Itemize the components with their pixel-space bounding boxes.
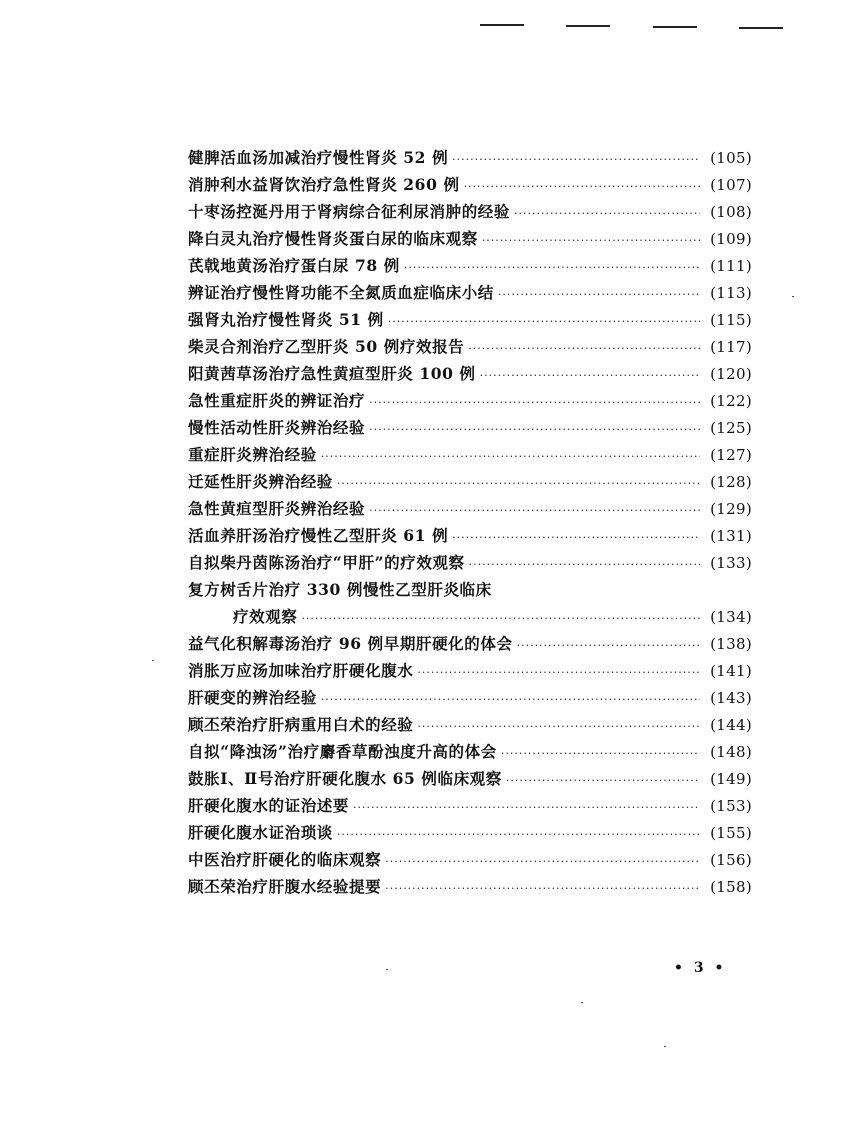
dot-leader bbox=[369, 416, 700, 443]
toc-entry-title: 顾丕荣治疗肝腹水经验提要 bbox=[188, 877, 382, 897]
header-rules bbox=[0, 24, 866, 28]
scan-speck bbox=[581, 1002, 583, 1003]
toc-entry[interactable] bbox=[188, 495, 752, 522]
toc-entry[interactable] bbox=[188, 441, 752, 468]
toc-entry[interactable] bbox=[188, 468, 752, 495]
toc-entry[interactable] bbox=[188, 873, 752, 900]
toc-entry-title: 十枣汤控涎丹用于肾病综合征利尿消肿的经验 bbox=[188, 202, 511, 222]
toc-entry-title: 自拟柴丹茵陈汤治疗“甲肝”的疗效观察 bbox=[188, 553, 465, 573]
dot-leader bbox=[452, 524, 700, 551]
toc-entry[interactable] bbox=[188, 738, 752, 765]
dot-leader bbox=[452, 146, 700, 173]
header-rule bbox=[480, 24, 524, 26]
dot-leader bbox=[385, 848, 700, 875]
toc-entry-first-line[interactable] bbox=[188, 576, 752, 603]
dot-leader bbox=[480, 362, 701, 389]
dot-leader bbox=[337, 821, 700, 848]
toc-entry-page: (148) bbox=[710, 743, 752, 762]
dot-leader bbox=[482, 227, 700, 254]
toc-entry[interactable] bbox=[188, 171, 752, 198]
toc-entry-page: (109) bbox=[710, 230, 752, 249]
toc-entry-page: (107) bbox=[710, 176, 752, 195]
header-rule bbox=[739, 27, 783, 29]
dot-leader bbox=[369, 497, 700, 524]
toc-entry-page: (141) bbox=[710, 662, 752, 681]
toc-entry-title: 益气化积解毒汤治疗 96 例早期肝硬化的体会 bbox=[188, 634, 513, 654]
toc-entry[interactable] bbox=[188, 630, 752, 657]
toc-entry-title: 鼓胀Ⅰ、Ⅱ号治疗肝硬化腹水 65 例临床观察 bbox=[188, 769, 502, 789]
toc-entry-page: (129) bbox=[710, 500, 752, 519]
toc-entry[interactable] bbox=[188, 657, 752, 684]
toc-entry-title: 顾丕荣治疗肝病重用白术的经验 bbox=[188, 715, 414, 735]
toc-entry-page: (127) bbox=[710, 446, 752, 465]
toc-entry-page: (134) bbox=[710, 608, 752, 627]
toc-entry-title: 肝硬变的辨治经验 bbox=[188, 688, 317, 708]
toc-entry-page: (155) bbox=[710, 824, 752, 843]
toc-entry-page: (156) bbox=[710, 851, 752, 870]
header-rule bbox=[653, 26, 697, 28]
toc-entry-page: (158) bbox=[710, 878, 752, 897]
toc-entry-page: (113) bbox=[710, 284, 752, 303]
toc-entry-continuation[interactable] bbox=[188, 603, 752, 630]
toc-entry[interactable] bbox=[188, 279, 752, 306]
dot-leader bbox=[506, 767, 700, 794]
toc-entry-title: 健脾活血汤加减治疗慢性肾炎 52 例 bbox=[188, 148, 449, 167]
toc-entry-title: 柴灵合剂治疗乙型肝炎 50 例疗效报告 bbox=[188, 337, 465, 357]
toc-entry[interactable] bbox=[188, 198, 752, 225]
dot-leader bbox=[321, 686, 700, 713]
toc-entry[interactable] bbox=[188, 387, 752, 414]
toc-entry-page: (108) bbox=[710, 203, 752, 222]
toc-entry-title: 重症肝炎辨治经验 bbox=[188, 445, 317, 465]
toc-entry-title: 芪戟地黄汤治疗蛋白尿 78 例 bbox=[188, 256, 400, 276]
dot-leader bbox=[468, 335, 700, 362]
dot-leader bbox=[369, 389, 700, 416]
dot-leader bbox=[514, 200, 700, 227]
toc-entry[interactable] bbox=[188, 846, 752, 873]
toc-entry-page: (120) bbox=[710, 365, 752, 384]
toc-entry-title: 自拟“降浊汤”治疗麝香草酚浊度升高的体会 bbox=[188, 742, 497, 762]
toc-entry[interactable] bbox=[188, 225, 752, 252]
toc-entry-page: (115) bbox=[710, 311, 752, 330]
toc-entry-title: 降白灵丸治疗慢性肾炎蛋白尿的临床观察 bbox=[188, 229, 478, 249]
toc-entry[interactable] bbox=[188, 252, 752, 279]
dot-leader bbox=[321, 443, 700, 470]
dot-leader bbox=[404, 254, 700, 281]
scan-speck bbox=[386, 969, 388, 970]
dot-leader bbox=[301, 605, 700, 632]
toc-entry-title: 迁延性肝炎辨治经验 bbox=[188, 472, 333, 492]
toc-entry-title: 中医治疗肝硬化的临床观察 bbox=[188, 850, 382, 870]
toc-entry[interactable] bbox=[188, 360, 752, 387]
toc-entry[interactable] bbox=[188, 819, 752, 846]
toc-entry-title: 肝硬化腹水的证治述要 bbox=[188, 796, 350, 816]
toc-entry-title: 慢性活动性肝炎辨治经验 bbox=[188, 418, 366, 438]
toc-entry-page: (143) bbox=[710, 689, 752, 708]
toc-entry-page: (144) bbox=[710, 716, 752, 735]
toc-entry-title: 急性黄疸型肝炎辨治经验 bbox=[188, 499, 366, 519]
toc-entry-page: (111) bbox=[710, 257, 752, 276]
toc-entry-title: 活血养肝汤治疗慢性乙型肝炎 61 例 bbox=[188, 526, 449, 546]
toc-entry[interactable] bbox=[188, 684, 752, 711]
toc-entry-page: (125) bbox=[710, 419, 752, 438]
toc-entry-page: (149) bbox=[710, 770, 752, 789]
dot-leader bbox=[388, 308, 700, 335]
toc-entry-title: 消肿利水益肾饮治疗急性肾炎 260 例 bbox=[188, 175, 460, 195]
toc-entry[interactable] bbox=[188, 549, 752, 576]
page-number: • 3 • bbox=[674, 960, 727, 976]
header-rule bbox=[566, 25, 610, 27]
scan-speck bbox=[664, 1046, 666, 1047]
toc-entry-title: 疗效观察 bbox=[233, 607, 298, 627]
toc-entry-title: 强肾丸治疗慢性肾炎 51 例 bbox=[188, 310, 384, 330]
dot-leader bbox=[498, 281, 700, 308]
toc-entry-title: 肝硬化腹水证治琐谈 bbox=[188, 823, 333, 843]
toc-entry-page: (133) bbox=[710, 554, 752, 573]
toc-entry[interactable] bbox=[188, 144, 752, 171]
toc-entry[interactable] bbox=[188, 711, 752, 738]
toc-entry[interactable] bbox=[188, 765, 752, 792]
toc-entry-page: (122) bbox=[710, 392, 752, 411]
toc-entry-page: (138) bbox=[710, 635, 752, 654]
toc-entry[interactable] bbox=[188, 333, 752, 360]
toc-entry-title: 消胀万应汤加味治疗肝硬化腹水 bbox=[188, 661, 414, 681]
toc-entry[interactable] bbox=[188, 522, 752, 549]
toc-entry-page: (153) bbox=[710, 797, 752, 816]
toc-entry-title: 辨证治疗慢性肾功能不全氮质血症临床小结 bbox=[188, 283, 494, 303]
table-of-contents bbox=[188, 144, 752, 900]
toc-entry-title: 阳黄茜草汤治疗急性黄疸型肝炎 100 例 bbox=[188, 364, 476, 384]
scan-speck bbox=[792, 296, 794, 297]
toc-entry-page: (117) bbox=[710, 338, 752, 357]
dot-leader bbox=[417, 713, 700, 740]
dot-leader bbox=[501, 740, 700, 767]
dot-leader bbox=[417, 659, 700, 686]
dot-leader bbox=[385, 875, 700, 902]
toc-entry-page: (105) bbox=[710, 149, 752, 167]
toc-entry-page: (131) bbox=[710, 527, 752, 546]
dot-leader bbox=[517, 632, 701, 659]
scan-speck bbox=[152, 660, 154, 661]
dot-leader bbox=[464, 173, 701, 200]
toc-entry-title: 复方树舌片治疗 330 例慢性乙型肝炎临床 bbox=[188, 580, 492, 600]
dot-leader bbox=[337, 470, 700, 497]
toc-entry-title: 急性重症肝炎的辨证治疗 bbox=[188, 391, 366, 411]
dot-leader bbox=[353, 794, 700, 821]
toc-entry[interactable] bbox=[188, 306, 752, 333]
toc-entry[interactable] bbox=[188, 792, 752, 819]
dot-leader bbox=[469, 551, 701, 578]
toc-entry-page: (128) bbox=[710, 473, 752, 492]
toc-entry[interactable] bbox=[188, 414, 752, 441]
